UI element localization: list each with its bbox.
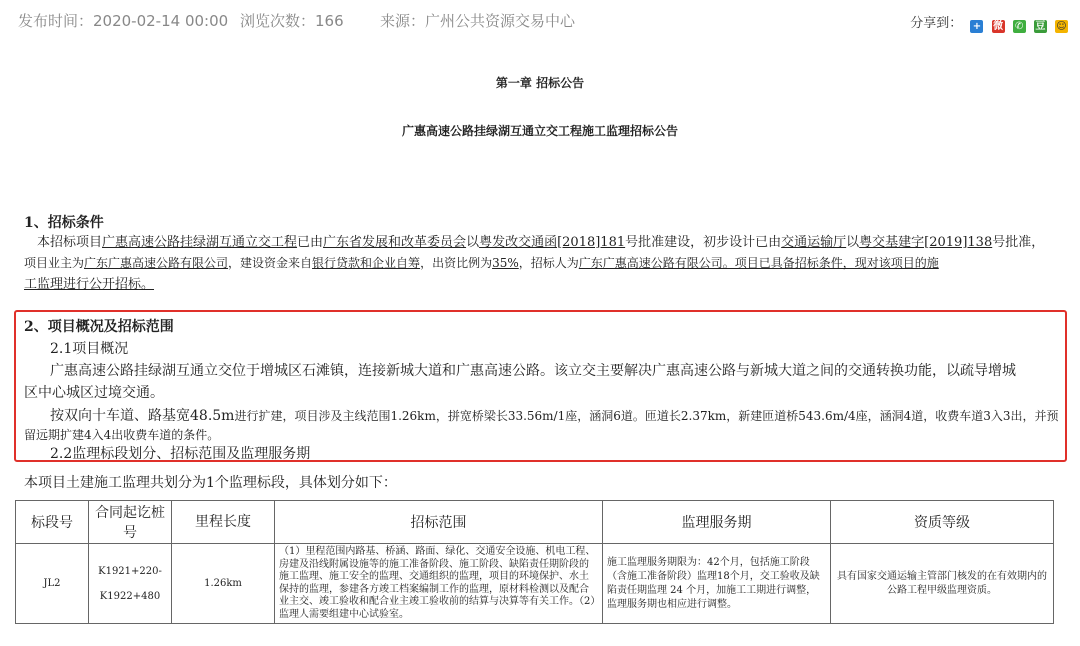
section-1-line-1 — [24, 232, 1062, 253]
l1-run-8: 以 — [846, 235, 860, 250]
cell-scope: （1）里程范围内路基、桥涵、路面、绿化、交通安全设施、机电工程、房建及沿线附属设施等的施工准备阶段、施工阶段、缺陷责任期阶段的施工监理、施工安全的监理、交通组织的监理，项目的环境保护、水土保持的监理，参建各方竣工档案编制工作的监理，原材料检测以及配合业主交、竣工验收和配合业主竣工验收前的结算与决算等有关工作。（2）监理人需要组建中心试验室。 — [275, 544, 603, 624]
article-meta-bar — [18, 10, 1068, 34]
col-length: 里程长度 — [172, 501, 275, 544]
scale-line-2: 留远期扩建4入4出收费车道的条件。 — [24, 428, 220, 442]
col-section: 标段号 — [16, 501, 89, 544]
col-qualification: 资质等级 — [831, 501, 1054, 544]
scale-line-1a: 按双向十车道、路基宽48.5m — [50, 408, 235, 424]
l1-run-5: 粤发改交通函[2018]181 — [479, 235, 626, 250]
table-row — [16, 544, 1054, 624]
share-bar — [910, 12, 1068, 33]
l2-run-5: 35% — [492, 256, 519, 270]
scale-line-1b: 进行扩建，项目涉及主线范围1.26km，拼宽桥梁长33.56m/1座，涵洞6道。匝道长2.37km，新建匝道桥543.6m/4座，涵洞4道，收费车道3入3出，并预 — [234, 409, 1059, 423]
weibo-icon[interactable]: 微 — [993, 21, 1004, 32]
overview-line-1: 广惠高速公路挂绿湖互通立交位于增城区石滩镇，连接新城大道和广惠高速公路。该立交主要解决广惠高速公路与新城大道之间的交通转换功能，以疏导增城 — [50, 363, 1016, 379]
l2-run-4: ，出资比例为 — [420, 256, 493, 270]
l1-run-3: 广东省发展和改革委员会 — [323, 235, 467, 250]
table-header-row — [16, 501, 1054, 544]
col-scope: 招标范围 — [275, 501, 603, 544]
col-pile: 合同起讫桩号 — [89, 501, 172, 544]
l2-run-7: 广东广惠高速公路有限公司。项目已具备招标条件，现对该项目的施 — [578, 256, 939, 270]
cell-length: 1.26km — [172, 544, 275, 624]
wechat-icon[interactable]: ✆ — [1013, 20, 1026, 33]
col-period: 监理服务期 — [603, 501, 831, 544]
section-1-line-3: 工监理进行公开招标。 — [24, 277, 155, 292]
section-1-line-2 — [24, 253, 1062, 274]
publish-time: 发布时间：2020-02-14 00:00 — [18, 12, 229, 30]
view-count: 浏览次数：166 — [240, 12, 344, 30]
l1-run-7: 交通运输厅 — [781, 235, 847, 250]
l1-run-10: 号批准， — [992, 235, 1045, 250]
pile-end: K1922+480 — [99, 590, 161, 602]
l2-run-2: ，建设资金来自 — [228, 256, 313, 270]
l1-run-6: 号批准建设，初步设计已由 — [625, 235, 782, 250]
section-1-heading: 1、招标条件 — [24, 215, 104, 231]
document-title: 广惠高速公路挂绿湖互通立交工程施工监理招标公告 — [401, 124, 678, 138]
table-intro: 本项目土建施工监理共划分为1个监理标段，具体划分如下： — [24, 475, 397, 491]
l1-run-1: 广惠高速公路挂绿湖互通立交工程 — [102, 235, 298, 250]
qq-icon[interactable]: ☺ — [1056, 21, 1067, 32]
share-label: 分享到： — [910, 16, 963, 31]
l2-run-3: 银行贷款和企业自筹 — [312, 256, 421, 270]
cell-qualification: 具有国家交通运输主管部门核发的在有效期内的公路工程甲级监理资质。 — [831, 544, 1054, 624]
l1-run-9: 粤交基建字[2019]138 — [859, 235, 993, 250]
overview-line-2: 区中心城区过境交通。 — [24, 385, 164, 401]
l2-run-0: 项目业主为 — [24, 256, 85, 270]
douban-icon[interactable]: 豆 — [1035, 21, 1046, 32]
cell-period: 施工监理服务期限为：42个月，包括施工阶段（含施工准备阶段）监理18个月，交工验收及缺陷责任期监理 24 个月，加施工工期进行调整，监理服务期也相应进行调整。 — [603, 544, 831, 624]
section-2-heading: 2、项目概况及招标范围 — [24, 319, 174, 335]
l2-run-1: 广东广惠高速公路有限公司 — [84, 256, 229, 270]
subsection-2-1: 2.1项目概况 — [50, 341, 129, 357]
subsection-2-2: 2.2监理标段划分、招标范围及监理服务期 — [50, 446, 311, 462]
l1-run-2: 已由 — [297, 235, 324, 250]
source: 来源：广州公共资源交易中心 — [380, 12, 576, 30]
section-1-body — [24, 232, 1062, 295]
l2-run-6: ，招标人为 — [518, 256, 579, 270]
l1-run-4: 以 — [466, 235, 480, 250]
cell-pile — [89, 544, 172, 624]
pile-start: K1921+220- — [98, 565, 162, 577]
l1-run-0: 本招标项目 — [24, 235, 103, 250]
qzone-icon[interactable]: + — [970, 20, 983, 33]
bid-section-table — [15, 500, 1054, 624]
chapter-title: 第一章 招标公告 — [495, 76, 585, 90]
cell-section: JL2 — [16, 544, 89, 624]
scale-line-1 — [50, 405, 1059, 425]
